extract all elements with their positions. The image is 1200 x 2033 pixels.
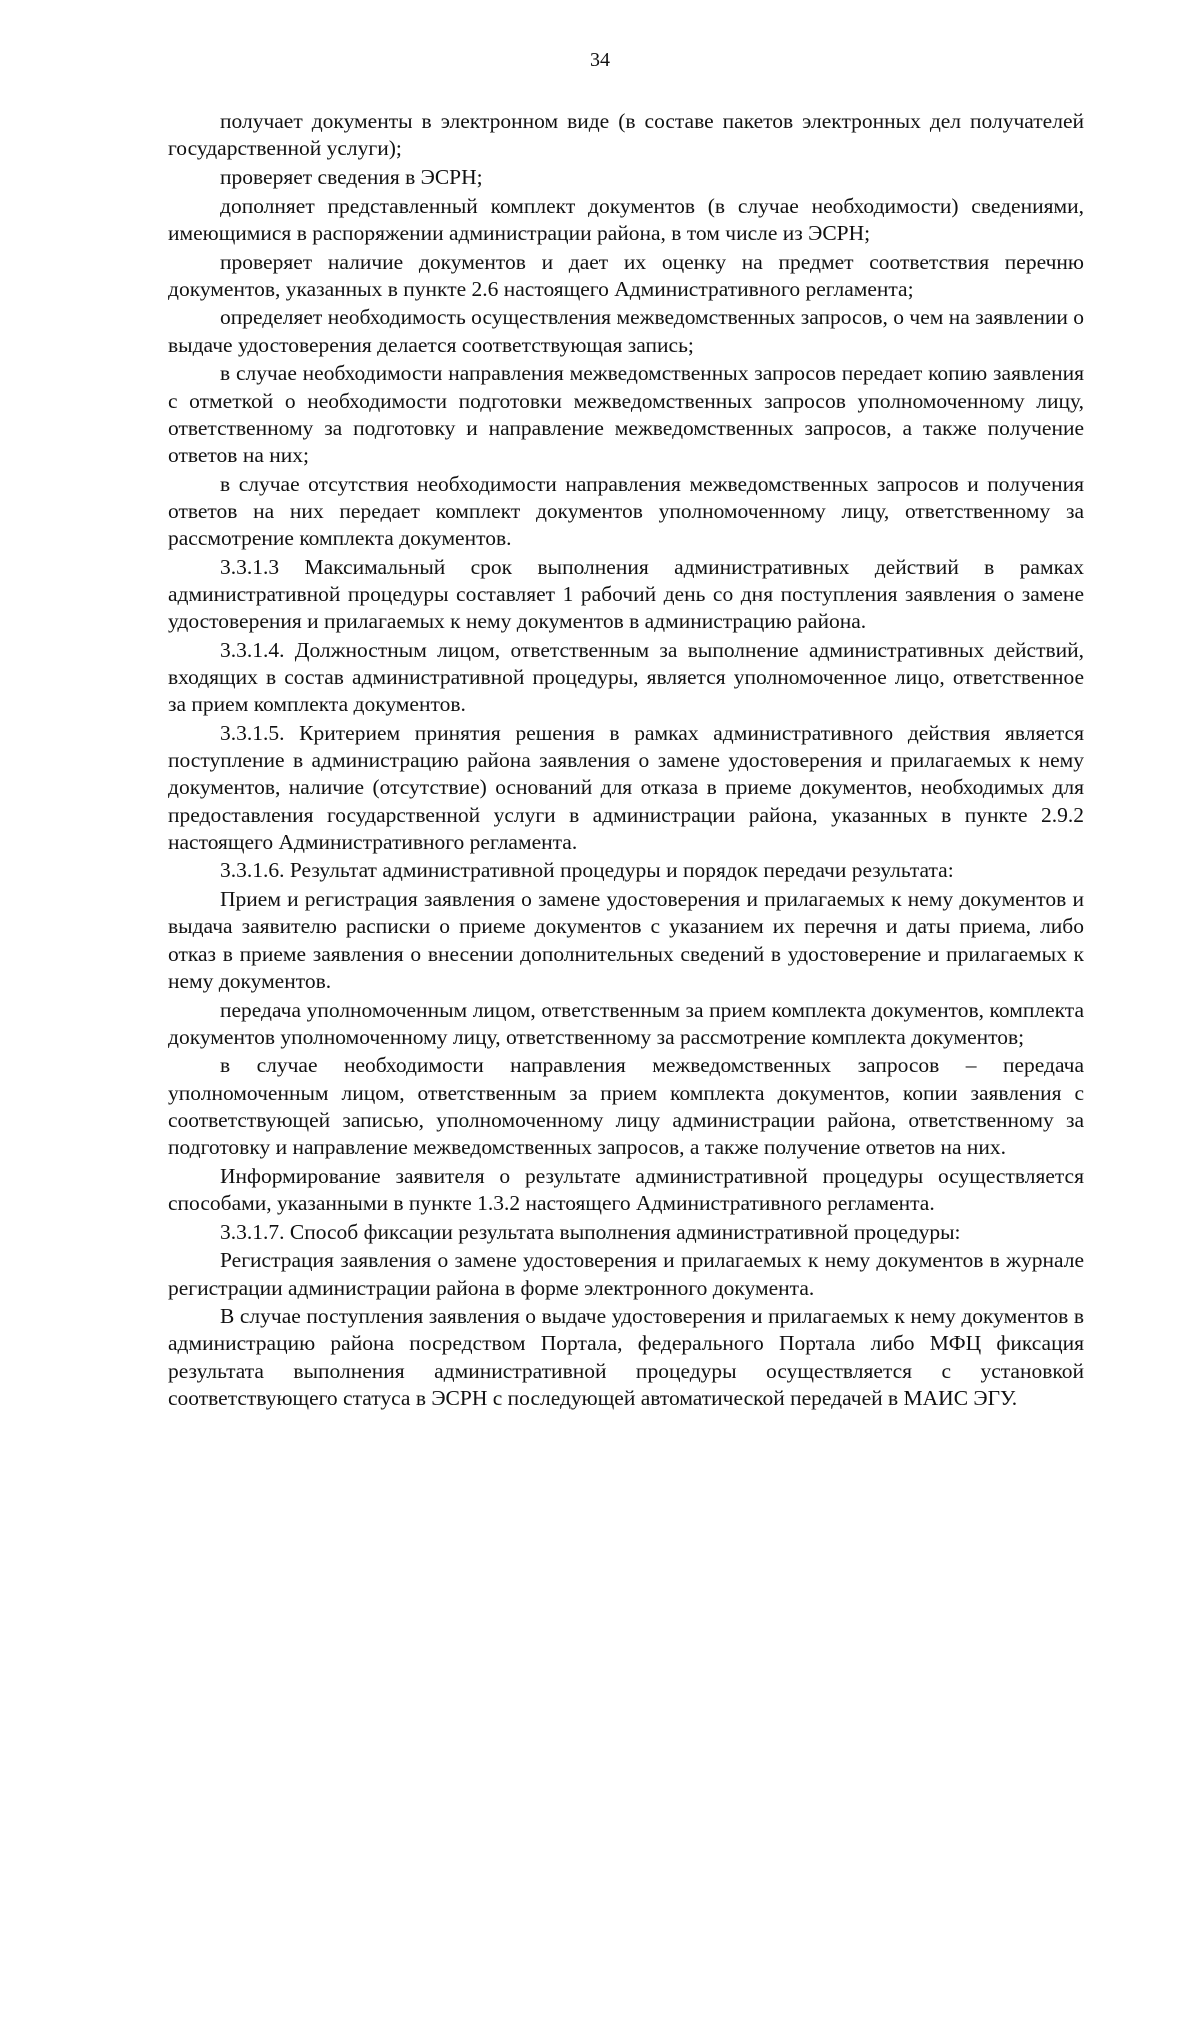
paragraph-transfer-by-authorized-person: передача уполномоченным лицом, ответственным за прием комплекта документов, комплекта документов уполномоченному лицу, ответственному за рассмотрение комплекта документов; bbox=[168, 997, 1084, 1049]
paragraph-checks-esrn: проверяет сведения в ЭСРН; bbox=[220, 164, 483, 189]
paragraph-registration-journal: Регистрация заявления о замене удостоверения и прилагаемых к нему документов в журнале регистрации администрации района в форме электронного документа. bbox=[168, 1248, 1084, 1300]
paragraph-determines-requests: определяет необходимость осуществления межведомственных запросов, о чем на заявлении о выдаче удостоверения делается соответствующая запись; bbox=[168, 305, 1084, 357]
paragraph-informing-applicant: Информирование заявителя о результате административной процедуры осуществляется способами, указанными в пункте 1.3.2 настоящего Административного регламента. bbox=[168, 1163, 1084, 1215]
paragraph-3-3-1-3: 3.3.1.3 Максимальный срок выполнения административных действий в рамках административной процедуры составляет 1 рабочий день со дня поступления заявления о замене удостоверения и прилагаемых к нему документов в администрацию района. bbox=[168, 554, 1084, 634]
page-number: 34 bbox=[590, 49, 610, 71]
document-body bbox=[168, 108, 1084, 1414]
paragraph-portal-submission: В случае поступления заявления о выдаче удостоверения и прилагаемых к нему документов в администрацию района посредством Портала, федерального Портала либо МФЦ фиксация результата выполнения административной процедуры осуществляется с установкой соответствующего статуса в ЭСРН с последующей автоматической передачей в МАИС ЭГУ. bbox=[168, 1304, 1084, 1410]
paragraph-transfers-package: в случае отсутствия необходимости направления межведомственных запросов и получения ответов на них передает комплект документов уполномоченному лицу, ответственному за рассмотрение комплекта документов. bbox=[168, 471, 1084, 551]
paragraph-reception-registration: Прием и регистрация заявления о замене удостоверения и прилагаемых к нему документов и выдача заявителю расписки о приеме документов с указанием их перечня и даты приема, либо отказ в приеме заявления о внесении дополнительных сведений в удостоверение и прилагаемых к нему документов. bbox=[168, 887, 1084, 993]
paragraph-receives-documents: получает документы в электронном виде (в составе пакетов электронных дел получателей государственной услуги); bbox=[168, 109, 1084, 161]
paragraph-transfers-copy: в случае необходимости направления межведомственных запросов передает копию заявления с отметкой о необходимости подготовки межведомственных запросов уполномоченному лицу, ответственному за подготовку и направление межведомственных запросов, а также получение ответов на них; bbox=[168, 361, 1084, 467]
paragraph-3-3-1-4: 3.3.1.4. Должностным лицом, ответственным за выполнение административных действий, входящих в состав административной процедуры, является уполномоченное лицо, ответственное за прием комплекта документов. bbox=[168, 637, 1084, 717]
paragraph-3-3-1-6: 3.3.1.6. Результат административной процедуры и порядок передачи результата: bbox=[220, 858, 954, 883]
paragraph-supplements-documents: дополняет представленный комплект документов (в случае необходимости) сведениями, имеющимися в распоряжении администрации района, в том числе из ЭСРН; bbox=[168, 193, 1084, 245]
paragraph-3-3-1-7: 3.3.1.7. Способ фиксации результата выполнения административной процедуры: bbox=[220, 1219, 961, 1244]
paragraph-checks-documents: проверяет наличие документов и дает их оценку на предмет соответствия перечню документов, указанных в пункте 2.6 настоящего Административного регламента; bbox=[168, 249, 1084, 301]
paragraph-3-3-1-5: 3.3.1.5. Критерием принятия решения в рамках административного действия является поступление в администрацию района заявления о замене удостоверения и прилагаемых к нему документов, наличие (отсутствие) оснований для отказа в приеме документов, необходимых для предоставления государственной услуги в администрации района, указанных в пункте 2.9.2 настоящего Административного регламента. bbox=[168, 720, 1084, 854]
paragraph-transfer-copy-interagency: в случае необходимости направления межведомственных запросов – передача уполномоченным лицом, ответственным за прием комплекта документов, копии заявления с соответствующей записью, уполномоченному лицу администрации района, ответственному за подготовку и направление межведомственных запросов, а также получение ответов на них. bbox=[168, 1053, 1084, 1160]
